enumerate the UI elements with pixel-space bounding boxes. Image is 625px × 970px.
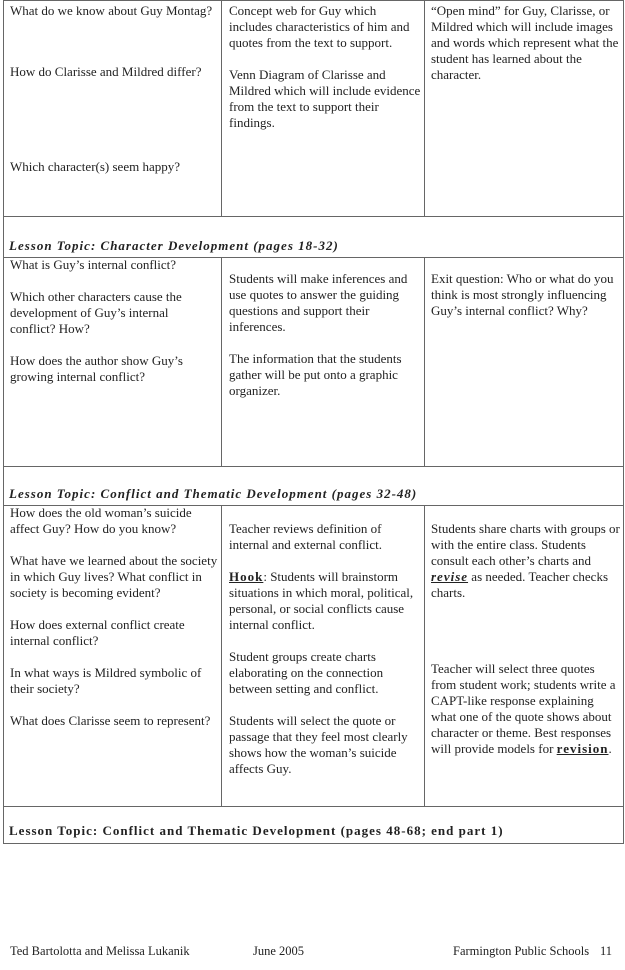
assessment-cell — [431, 271, 616, 319]
column-divider — [424, 505, 425, 806]
column-divider — [221, 0, 222, 216]
hook-text: : Students will brainstorm situations in which moral, political, personal, or social conflicts cause internal conflict. — [229, 569, 414, 632]
question: Which character(s) seem happy? — [10, 159, 180, 174]
table-border — [3, 0, 623, 1]
question: How does external conflict create internal conflict? — [10, 617, 185, 648]
question: What does Clarisse seem to represent? — [10, 713, 211, 728]
question: What is Guy’s internal conflict? — [10, 257, 177, 272]
activity: Students will select the quote or passage that they feel most clearly shows how the woman’s suicide affects Guy. — [229, 713, 408, 776]
questions-cell — [10, 505, 218, 729]
footer-authors: Ted Bartolotta and Melissa Lukanik — [10, 944, 190, 958]
assessment-text: Teacher will select three quotes from student work; students write a CAPT-like response explaining what one of the quote shows about character or theme. Best responses will provide models for — [431, 661, 616, 756]
assessment-text: Students share charts with groups or with the entire class. Students consult each other’s charts and — [431, 521, 620, 568]
hook-label: Hook — [229, 569, 264, 584]
question: What have we learned about the society in which Guy lives? What conflict in society is becoming evident? — [10, 553, 218, 600]
question: How do Clarisse and Mildred differ? — [10, 64, 202, 79]
assessment-text: . — [608, 741, 612, 756]
column-divider — [221, 505, 222, 806]
row-divider — [3, 466, 623, 467]
assessment-cell — [431, 3, 621, 83]
table-border — [623, 0, 624, 844]
lesson-topic-heading: Lesson Topic: Conflict and Thematic Development (pages 32-48) — [9, 486, 418, 501]
activity — [229, 569, 421, 633]
footer-date: June 2005 — [253, 944, 305, 958]
assessment — [431, 521, 621, 601]
activity: Concept web for Guy which includes characteristics of him and quotes from the text to support. — [229, 3, 410, 50]
question: In what ways is Mildred symbolic of their society? — [10, 665, 202, 696]
revision-emphasis: revision — [556, 741, 609, 756]
activities-cell — [229, 271, 421, 399]
column-divider — [424, 257, 425, 466]
activity: The information that the students gather will be put onto a graphic organizer. — [229, 351, 402, 398]
questions-cell — [10, 257, 215, 385]
activity: Venn Diagram of Clarisse and Mildred which will include evidence from the text to support their findings. — [229, 67, 421, 130]
assessment-cell — [431, 521, 621, 757]
page-number: 11 — [600, 944, 613, 958]
assessment — [431, 661, 621, 757]
column-divider — [424, 0, 425, 216]
lesson-topic-heading: Lesson Topic: Conflict and Thematic Development (pages 48-68; end part 1) — [9, 823, 504, 838]
footer-school: Farmington Public Schools — [453, 944, 590, 958]
assessment: “Open mind” for Guy, Clarisse, or Mildred which will include images and words which represent what the student has learned about the character. — [431, 3, 619, 82]
activity: Student groups create charts elaborating on the connection between setting and conflict. — [229, 649, 384, 696]
lesson-topic-heading: Lesson Topic: Character Development (pages 18-32) — [9, 238, 339, 253]
assessment: Exit question: Who or what do you think is most strongly influencing Guy’s internal conflict? Why? — [431, 271, 614, 318]
activities-cell — [229, 3, 421, 131]
row-divider — [3, 806, 623, 807]
column-divider — [221, 257, 222, 466]
activity: Students will make inferences and use quotes to answer the guiding questions and support their inferences. — [229, 271, 408, 334]
assessment-text: as needed. Teacher checks charts. — [431, 569, 609, 600]
question: How does the author show Guy’s growing internal conflict? — [10, 353, 183, 384]
questions-cell — [10, 3, 215, 175]
question: How does the old woman’s suicide affect Guy? How do you know? — [10, 505, 192, 536]
question: What do we know about Guy Montag? — [10, 3, 213, 18]
activity: Teacher reviews definition of internal and external conflict. — [229, 521, 383, 552]
revise-emphasis: revise — [431, 569, 469, 584]
question: Which other characters cause the development of Guy’s internal conflict? How? — [10, 289, 182, 336]
row-divider — [3, 216, 623, 217]
table-border — [3, 843, 623, 844]
activities-cell — [229, 521, 421, 777]
table-border — [3, 0, 4, 844]
